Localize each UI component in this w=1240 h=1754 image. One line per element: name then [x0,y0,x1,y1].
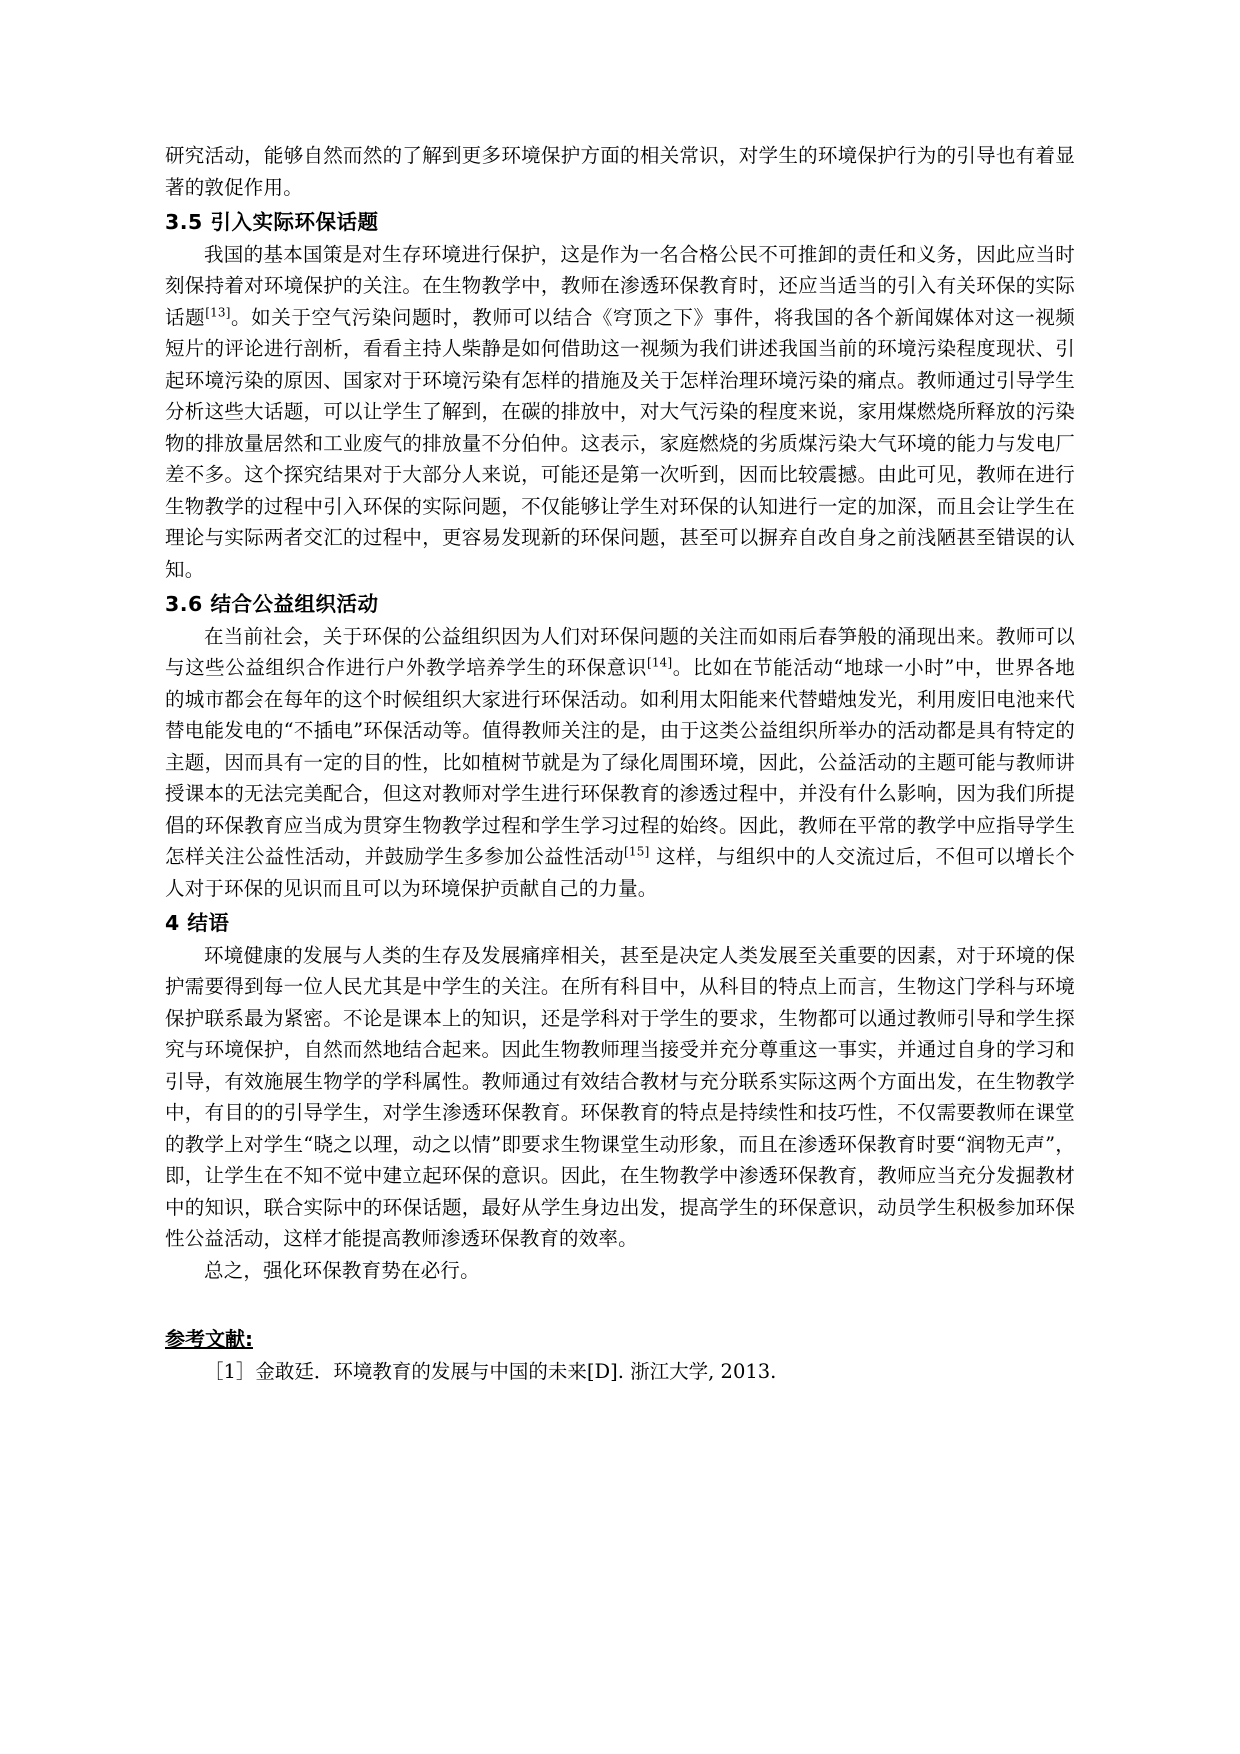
citation-ref-14: [14] [646,655,673,670]
page-content [165,140,1075,1387]
citation-ref-13: [13] [205,305,231,319]
paragraph-3-5 [165,239,1075,586]
paragraph-3-6-part2: 。比如在节能活动“地球一小时”中，世界各地的城市都会在每年的这个时候组织大家进行环保活动。如利用太阳能来代替蜡烛发光，利用废旧电池来代替电能发电的“不插电”环保活动等。值得教师关注的是，由于这类公益组织所举办的活动都是具有特定的主题，因而具有一定的目的性，比如植树节就是为了绿化周围环境，因此，公益活动的主题可能与教师讲授课本的无法完美配合，但这对教师对学生进行环保教育的渗透过程中，并没有什么影响，因为我们所提倡的环保教育应当成为贯穿生物教学过程和学生学习过程的始终。因此，教师在平常的教学中应指导学生怎样关注公益性活动，并鼓励学生多参加公益性活动 [165,656,1075,868]
heading-4: 4 结语 [165,911,230,935]
paragraph-3-6 [165,621,1075,905]
references-title: 参考文献: [165,1327,253,1351]
heading-3-6: 3.6 结合公益组织活动 [165,592,379,616]
citation-ref-15: [15] [624,844,650,859]
heading-3-5: 3.5 引入实际环保话题 [165,210,379,234]
paragraph-intro: 研究活动，能够自然而然的了解到更多环境保护方面的相关常识，对学生的环境保护行为的引导也有着显著的敦促作用。 [165,144,1075,199]
references-spacer [165,1286,1075,1324]
paragraph-4-a: 环境健康的发展与人类的生存及发展痛痒相关，甚至是决定人类发展至关重要的因素，对于环境的保护需要得到每一位人民尤其是中学生的关注。在所有科目中，从科目的特点上而言，生物这门学科与环境保护联系最为紧密。不论是课本上的知识，还是学科对于学生的要求，生物都可以通过教师引导和学生探究与环境保护，自然而然地结合起来。因此生物教师理当接受并充分尊重这一事实，并通过自身的学习和引导，有效施展生物学的学科属性。教师通过有效结合教材与充分联系实际这两个方面出发，在生物教学中，有目的的引导学生，对学生渗透环保教育。环保教育的特点是持续性和技巧性，不仅需要教师在课堂的教学上对学生“晓之以理，动之以情”即要求生物课堂生动形象，而且在渗透环保教育时要“润物无声”，即，让学生在不知不觉中建立起环保的意识。因此，在生物教学中渗透环保教育，教师应当充分发掘教材中的知识，联合实际中的环保话题，最好从学生身边出发，提高学生的环保意识，动员学生积极参加环保性公益活动，这样才能提高教师渗透环保教育的效率。 [165,943,1075,1250]
paragraph-3-5-part1: 我国的基本国策是对生存环境进行保护，这是作为一名合格公民不可推卸的责任和义务，因此应当时刻保持着对环境保护的关注。在生物教学中，教师在渗透环保教育时，还应当适当的引入有关环保的实际话题 [165,242,1075,329]
paragraph-3-6-part1: 在当前社会，关于环保的公益组织因为人们对环保问题的关注而如雨后春笋般的涌现出来。教师可以与这些公益组织合作进行户外教学培养学生的环保意识 [165,624,1075,679]
paragraph-3-5-part2: 。如关于空气污染问题时，教师可以结合《穹顶之下》事件，将我国的各个新闻媒体对这一视频短片的评论进行剖析，看看主持人柴静是如何借助这一视频为我们讲述我国当前的环境污染程度现状、引起环境污染的原因、国家对于环境污染有怎样的措施及关于怎样治理环境污染的痛点。教师通过引导学生分析这些大话题，可以让学生了解到，在碳的排放中，对大气污染的程度来说，家用煤燃烧所释放的污染物的排放量居然和工业废气的排放量不分伯仲。这表示，家庭燃烧的劣质煤污染大气环境的能力与发电厂差不多。这个探究结果对于大部分人来说，可能还是第一次听到，因而比较震撼。由此可见，教师在进行生物教学的过程中引入环保的实际问题，不仅能够让学生对环保的认知进行一定的加深，而且会让学生在理论与实际两者交汇的过程中，更容易发现新的环保问题，甚至可以摒弃自改自身之前浅陋甚至错误的认知。 [165,305,1075,581]
reference-item: ［1］金敢廷．环境教育的发展与中国的未来[D]. 浙江大学, 2013. [204,1359,777,1383]
paragraph-4-b: 总之，强化环保教育势在必行。 [204,1258,480,1282]
paragraph-3-6-part3: 这样，与组织中的人交流过后，不但可以增长个人对于环保的见识而且可以为环境保护贡献自己的力量。 [165,845,1075,900]
